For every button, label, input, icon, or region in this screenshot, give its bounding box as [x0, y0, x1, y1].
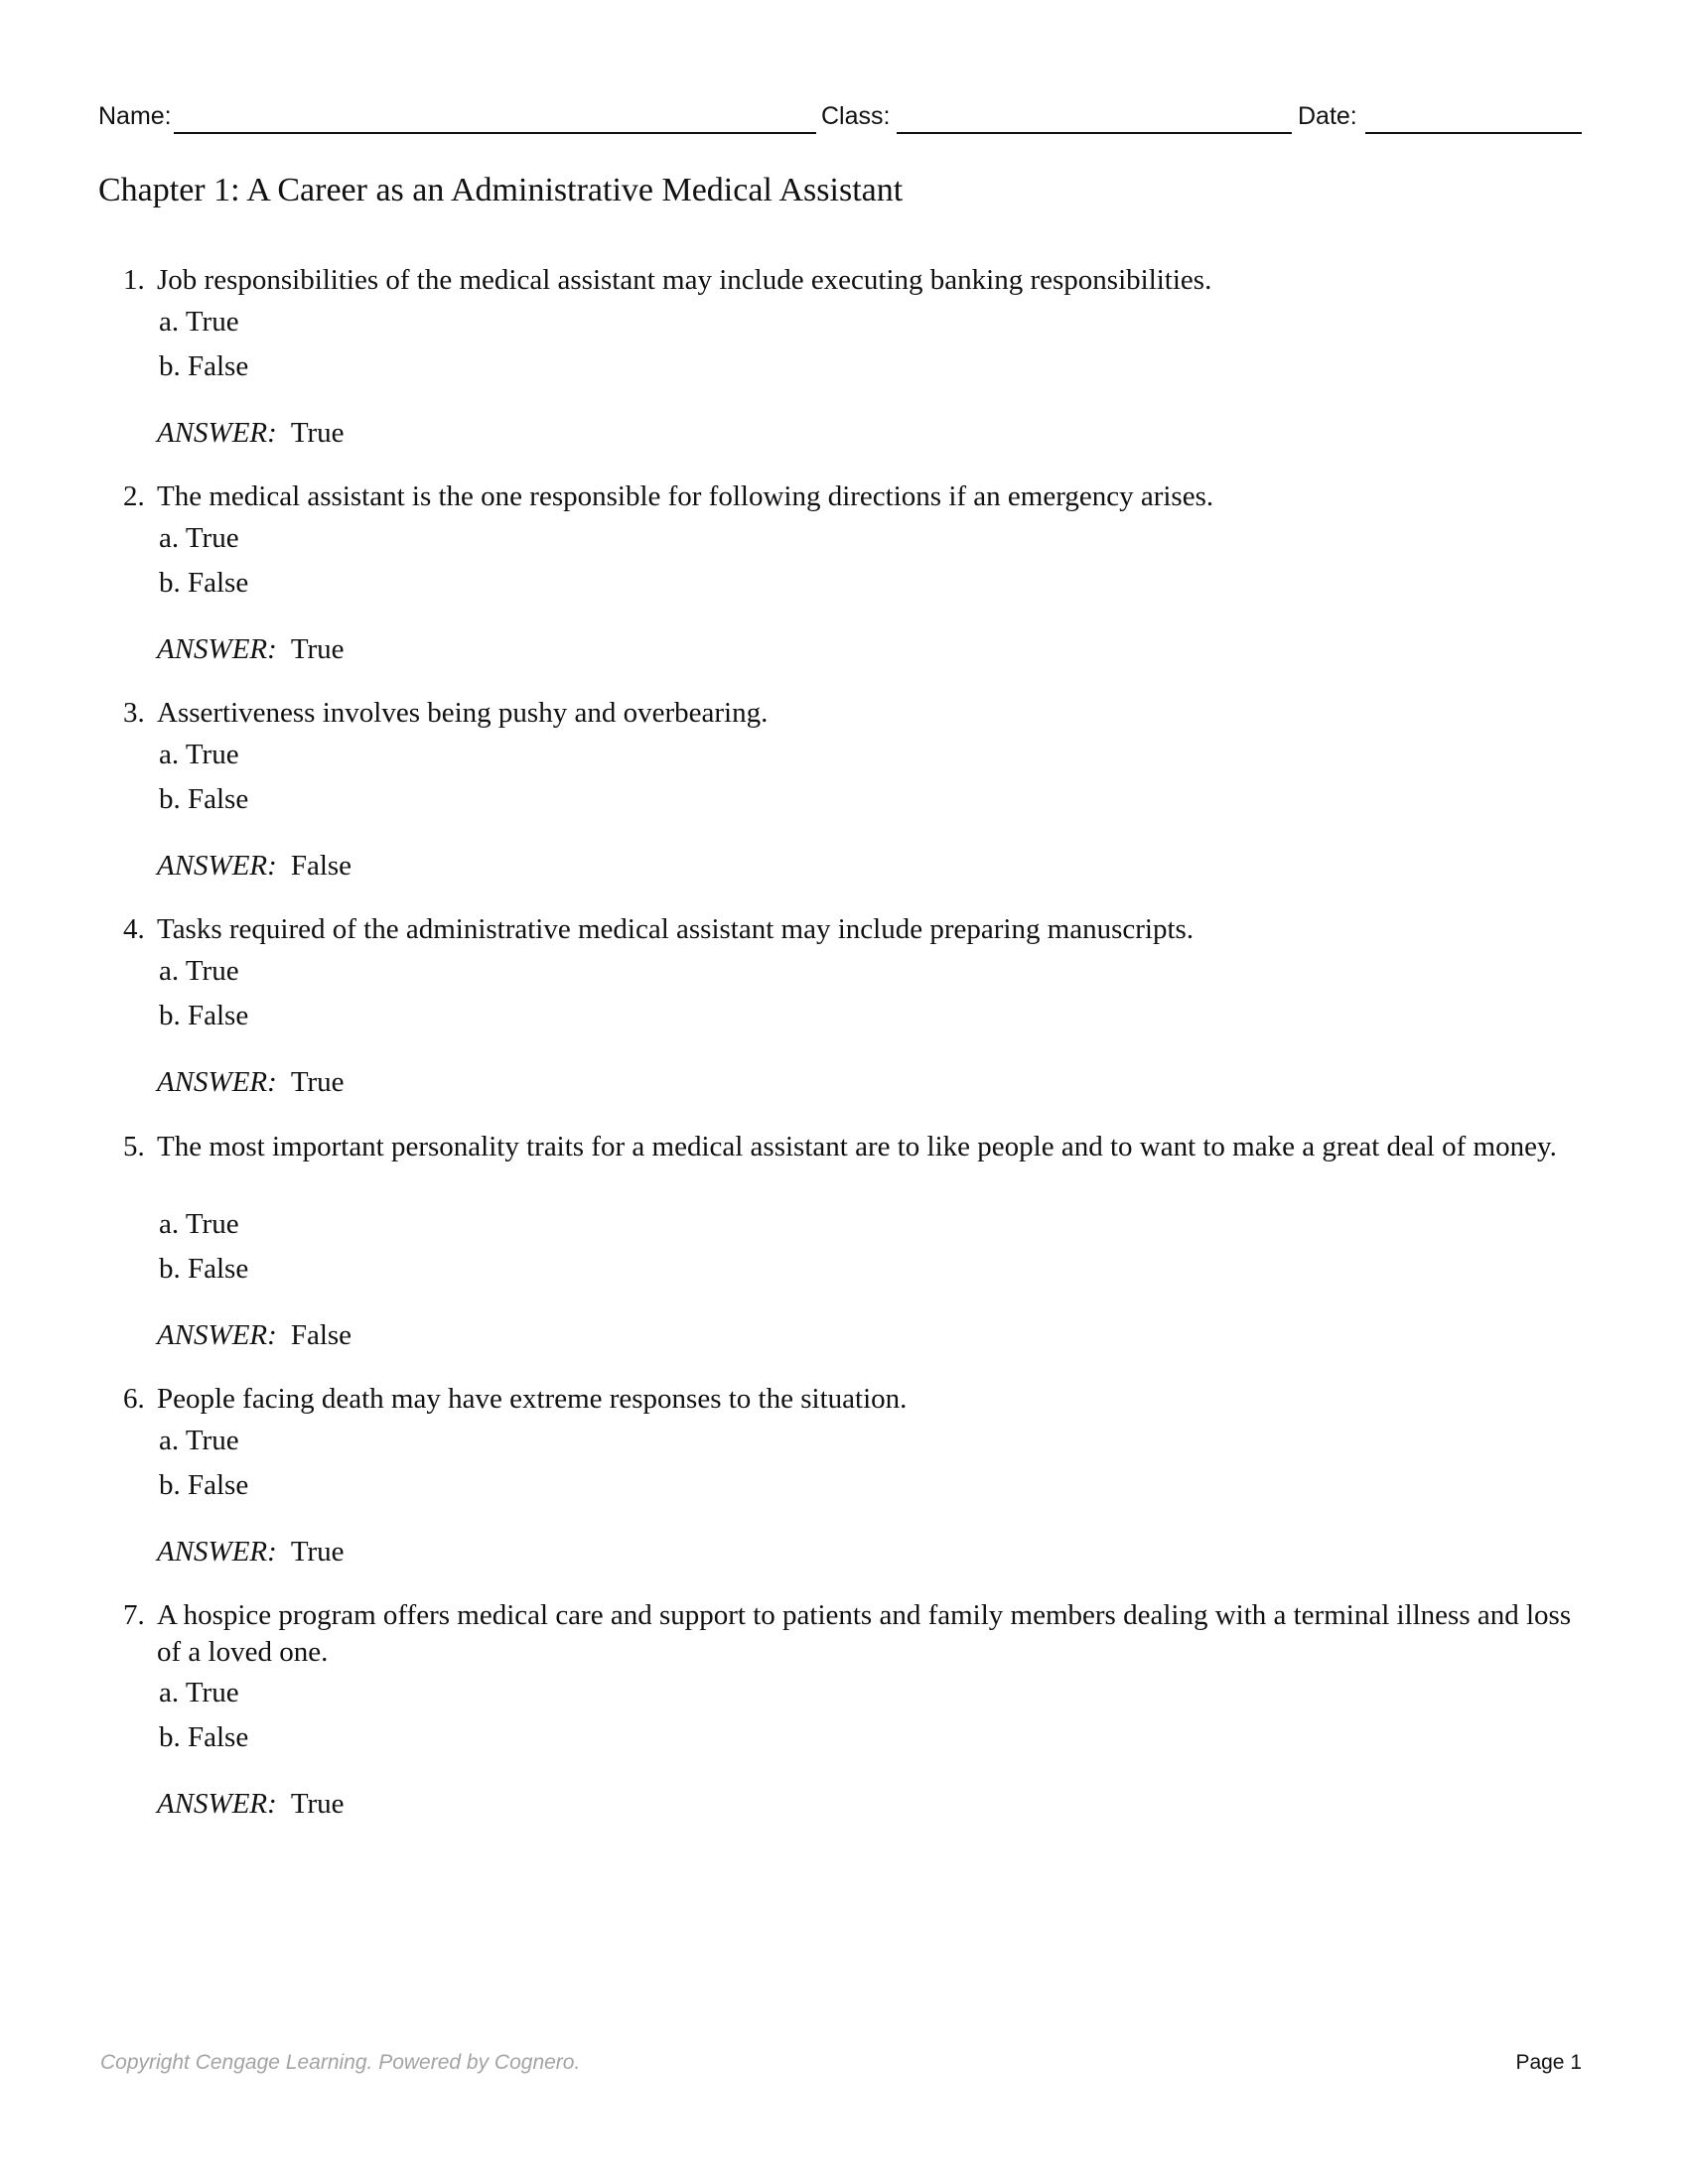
- class-label: Class:: [821, 102, 891, 130]
- answer-value: True: [290, 633, 345, 665]
- question-number: 7.: [123, 1599, 145, 1631]
- question-number: 3.: [123, 697, 145, 729]
- question-text: People facing death may have extreme responses to the situation.: [157, 1383, 908, 1415]
- student-info-header: [98, 99, 1582, 139]
- answer-label: ANSWER:: [157, 850, 277, 882]
- question-number: 5.: [123, 1131, 145, 1162]
- choice-a: a. True: [159, 1208, 239, 1240]
- answer-line: [157, 631, 345, 668]
- question-text: Tasks required of the administrative medical assistant may include preparing manuscripts.: [157, 913, 1195, 945]
- answer-label: ANSWER:: [157, 1066, 277, 1098]
- question-number: 2.: [123, 480, 145, 512]
- chapter-title: Chapter 1: A Career as an Administrative Medical Assistant: [98, 172, 904, 208]
- answer-value: True: [290, 1066, 345, 1098]
- question-number: 6.: [123, 1383, 145, 1415]
- choice-b: b. False: [159, 1253, 249, 1285]
- date-label: Date:: [1298, 102, 1357, 130]
- class-blank-line: [897, 132, 1292, 134]
- question-number: 4.: [123, 913, 145, 945]
- answer-line: [157, 1064, 345, 1101]
- question-text: A hospice program offers medical care and support to patients and family members dealing with a terminal illness and loss of a loved one.: [157, 1599, 1572, 1668]
- answer-line: [157, 1534, 345, 1570]
- answer-line: [157, 1317, 352, 1354]
- copyright-notice: Copyright Cengage Learning. Powered by Cognero.: [100, 2051, 581, 2074]
- answer-value: True: [290, 417, 345, 449]
- choice-a: a. True: [159, 522, 239, 554]
- answer-label: ANSWER:: [157, 1788, 277, 1820]
- question-text: Job responsibilities of the medical assistant may include executing banking responsibilities.: [157, 264, 1212, 296]
- question-text: The medical assistant is the one responsible for following directions if an emergency arises.: [157, 480, 1214, 512]
- choice-b: b. False: [159, 783, 249, 815]
- date-blank-line: [1365, 132, 1582, 134]
- choice-b: b. False: [159, 1000, 249, 1031]
- answer-value: True: [290, 1536, 345, 1568]
- choice-a: a. True: [159, 1677, 239, 1708]
- question-text: Assertiveness involves being pushy and overbearing.: [157, 697, 769, 729]
- name-label: Name:: [98, 102, 172, 130]
- answer-label: ANSWER:: [157, 1319, 277, 1351]
- choice-b: b. False: [159, 350, 249, 382]
- answer-value: True: [290, 1788, 345, 1820]
- answer-line: [157, 848, 352, 885]
- answer-value: False: [290, 850, 352, 882]
- answer-line: [157, 415, 345, 452]
- name-blank-line: [174, 132, 816, 134]
- answer-line: [157, 1786, 345, 1823]
- question-number: 1.: [123, 264, 145, 296]
- question-text: The most important personality traits for a medical assistant are to like people and to want to make a great deal of money.: [157, 1131, 1557, 1162]
- answer-label: ANSWER:: [157, 1536, 277, 1568]
- page-number: Page 1: [1515, 2051, 1582, 2074]
- choice-a: a. True: [159, 1425, 239, 1456]
- choice-b: b. False: [159, 1721, 249, 1753]
- choice-a: a. True: [159, 739, 239, 770]
- choice-b: b. False: [159, 1469, 249, 1501]
- answer-value: False: [290, 1319, 352, 1351]
- answer-label: ANSWER:: [157, 417, 277, 449]
- answer-label: ANSWER:: [157, 633, 277, 665]
- choice-b: b. False: [159, 567, 249, 599]
- choice-a: a. True: [159, 955, 239, 987]
- choice-a: a. True: [159, 306, 239, 338]
